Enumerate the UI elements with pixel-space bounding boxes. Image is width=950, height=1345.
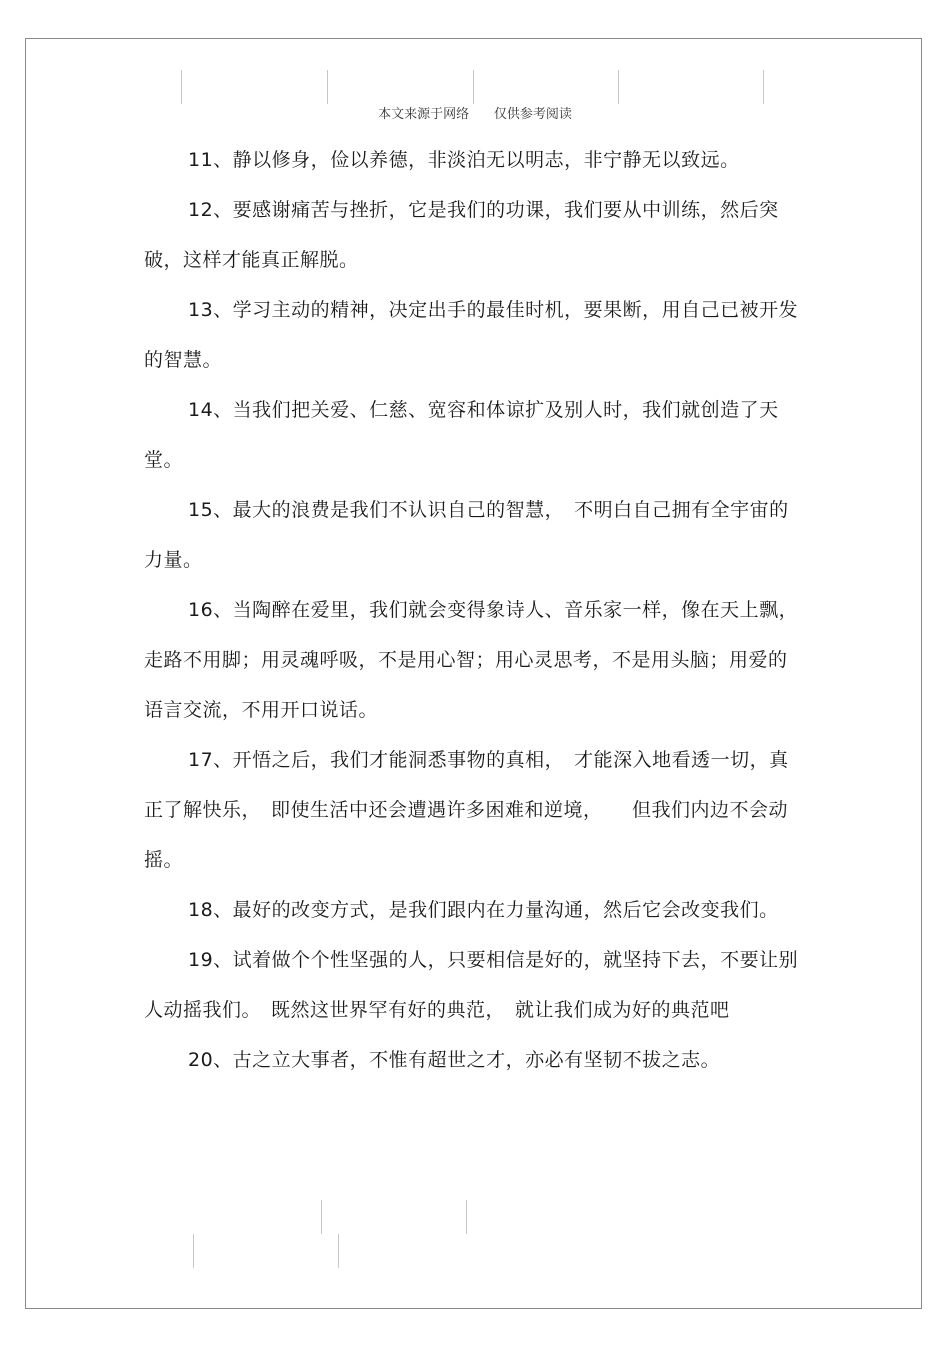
bottom-rule-2 xyxy=(466,1200,467,1234)
top-rule-5 xyxy=(763,70,764,104)
bottom-rule-4 xyxy=(338,1234,339,1268)
quote-item-12: 12、要感谢痛苦与挫折，它是我们的功课，我们要从中训练，然后突破，这样才能真正解脱。 xyxy=(144,199,779,271)
source-note: 本文来源于网络 仅供参考阅读 xyxy=(378,107,572,122)
quote-item-16: 16、当陶醉在爱里，我们就会变得象诗人、音乐家一样，像在天上飘，走路不用脚；用灵魂呼吸，不是用心智；用心灵思考，不是用头脑；用爱的语言交流，不用开口说话。 xyxy=(144,599,799,721)
quote-item-11: 11、静以修身，俭以养德，非淡泊无以明志，非宁静无以致远。 xyxy=(188,149,740,171)
top-rule-2 xyxy=(327,70,328,104)
quote-item-19: 19、试着做个个性坚强的人，只要相信是好的，就坚持下去，不要让别人动摇我们。 既然这世界罕有好的典范， 就让我们成为好的典范吧 xyxy=(144,949,799,1021)
top-rule-1 xyxy=(181,70,182,104)
quote-item-18: 18、最好的改变方式，是我们跟内在力量沟通，然后它会改变我们。 xyxy=(188,899,779,921)
quote-item-20: 20、古之立大事者，不惟有超世之才，亦必有坚韧不拔之志。 xyxy=(188,1049,721,1071)
bottom-rule-1 xyxy=(321,1200,322,1234)
top-rule-3 xyxy=(473,70,474,104)
quote-item-14: 14、当我们把关爱、仁慈、宽容和体谅扩及别人时，我们就创造了天堂。 xyxy=(144,399,779,471)
top-rule-4 xyxy=(618,70,619,104)
quote-item-13: 13、学习主动的精神，决定出手的最佳时机，要果断，用自己已被开发的智慧。 xyxy=(144,299,799,371)
quote-list xyxy=(144,135,804,1085)
quote-item-17: 17、开悟之后，我们才能洞悉事物的真相， 才能深入地看透一切，真正了解快乐， 即使生活中还会遭遇许多困难和逆境， 但我们内边不会动摇。 xyxy=(144,749,789,871)
quote-item-15: 15、最大的浪费是我们不认识自己的智慧， 不明白自己拥有全宇宙的力量。 xyxy=(144,499,789,571)
bottom-rule-3 xyxy=(193,1234,194,1268)
